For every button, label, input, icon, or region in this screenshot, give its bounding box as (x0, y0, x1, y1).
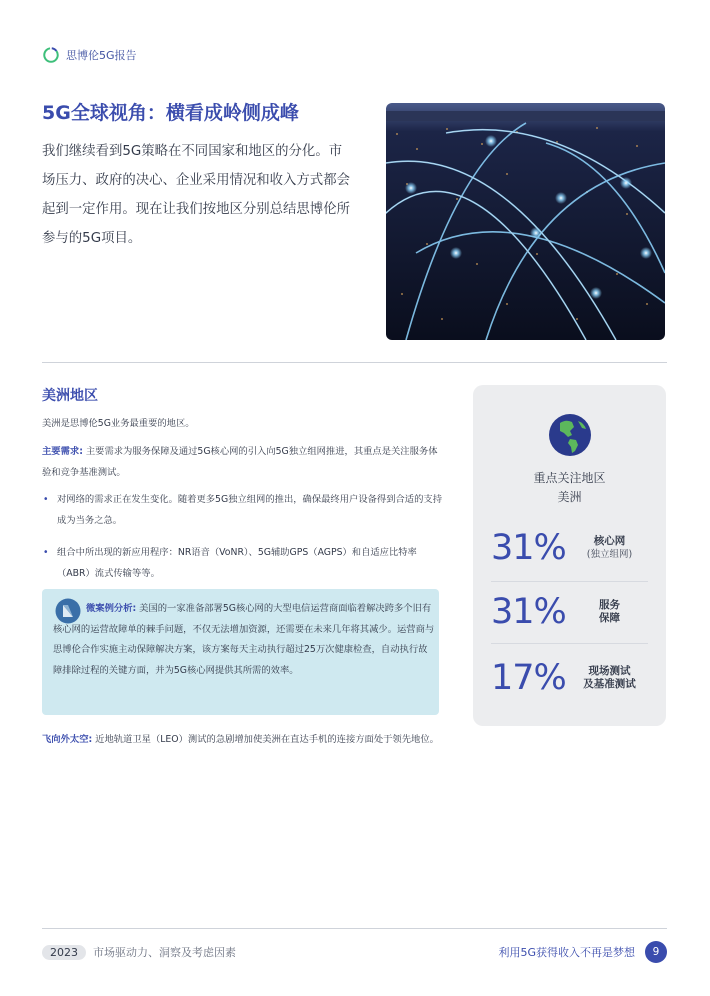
stat-label-sub: (独立组网) (586, 549, 633, 560)
leo-label: 飞向外太空: (42, 734, 93, 745)
section-title-americas: 美洲地区 (42, 388, 98, 404)
spirent-logo-icon (42, 46, 60, 64)
stat-core-network (491, 521, 648, 575)
footer-report-title: 利用5G获得收入不再是梦想 (498, 946, 635, 959)
leo-paragraph (42, 730, 440, 751)
page-number-badge: 9 (645, 941, 667, 963)
brand-header (42, 46, 137, 64)
footer-section-title: 市场驱动力、洞察及考虑因素 (93, 946, 236, 959)
hero-image (386, 103, 665, 340)
focus-region-name: 美洲 (557, 490, 582, 504)
main-demand-paragraph (42, 442, 440, 483)
main-demand-text: 主要需求为服务保障及通过5G核心网的引入向5G独立组网推进，其重点是关注服务体验和竞争基准测试。 (42, 446, 438, 478)
stat-value: 17% (491, 658, 566, 698)
leo-text: 近地轨道卫星（LEO）测试的急剧增加使美洲在直达手机的连接方面处于领先地位。 (92, 734, 439, 745)
page-title: 5G全球视角：横看成岭侧成峰 (42, 102, 299, 124)
micro-case-study-text (53, 599, 436, 681)
focus-region-panel (473, 385, 666, 726)
globe-icon (548, 413, 592, 457)
stat-label: 服务 保障 (599, 599, 620, 624)
stat-label: 现场测试 及基准测试 (583, 665, 636, 690)
case-body: 美国的一家准备部署5G核心网的大型电信运营商面临着解决跨多个旧有核心网的运营故障单的棘手问题，不仅无法增加资源，还需要在未来几年将其减少。运营商与思博伦合作实施主动保障解决方案，该方案每天主动执行超过25万次健康检查，自动执行故障排除过程的关键方面，并为5G核心网提供其所需的效率。 (53, 603, 435, 676)
footer-divider (42, 928, 667, 929)
stat-divider (491, 581, 648, 582)
stat-value: 31% (491, 528, 566, 568)
stat-value: 31% (491, 592, 566, 632)
city-network-illustration (386, 103, 665, 340)
case-label: 微案例分析: (86, 603, 137, 614)
americas-intro: 美洲是思博伦5G业务最重要的地区。 (42, 418, 195, 429)
stat-service-assurance (491, 585, 648, 639)
stat-label (571, 535, 648, 561)
brand-text: 思博伦5G报告 (66, 49, 137, 62)
year-badge: 2023 (42, 945, 86, 960)
footer-left (42, 944, 236, 960)
micro-case-study-box (42, 589, 439, 715)
list-item: • 对网络的需求正在发生变化。随着更多5G独立组网的推出，确保最终用户设备得到合适的支持成为当务之急。 (42, 490, 442, 531)
stat-label-main: 核心网 (593, 535, 626, 547)
stat-divider (491, 643, 648, 644)
section-divider (42, 362, 667, 363)
footer-right (498, 941, 667, 963)
demand-bullet-list (42, 490, 442, 596)
stat-field-testing (491, 651, 648, 705)
list-item: • 组合中所出现的新应用程序：NR语音（VoNR）、5G辅助GPS（AGPS）和自适应比特率（ABR）流式传输等等。 (42, 543, 442, 584)
main-demand-label: 主要需求: (42, 446, 83, 457)
intro-paragraph: 我们继续看到5G策略在不同国家和地区的分化。市场压力、政府的决心、企业采用情况和收入方式都会起到一定作用。现在让我们按地区分别总结思博伦所参与的5G项目。 (42, 144, 350, 246)
focus-region-label: 重点关注地区 (533, 471, 606, 485)
